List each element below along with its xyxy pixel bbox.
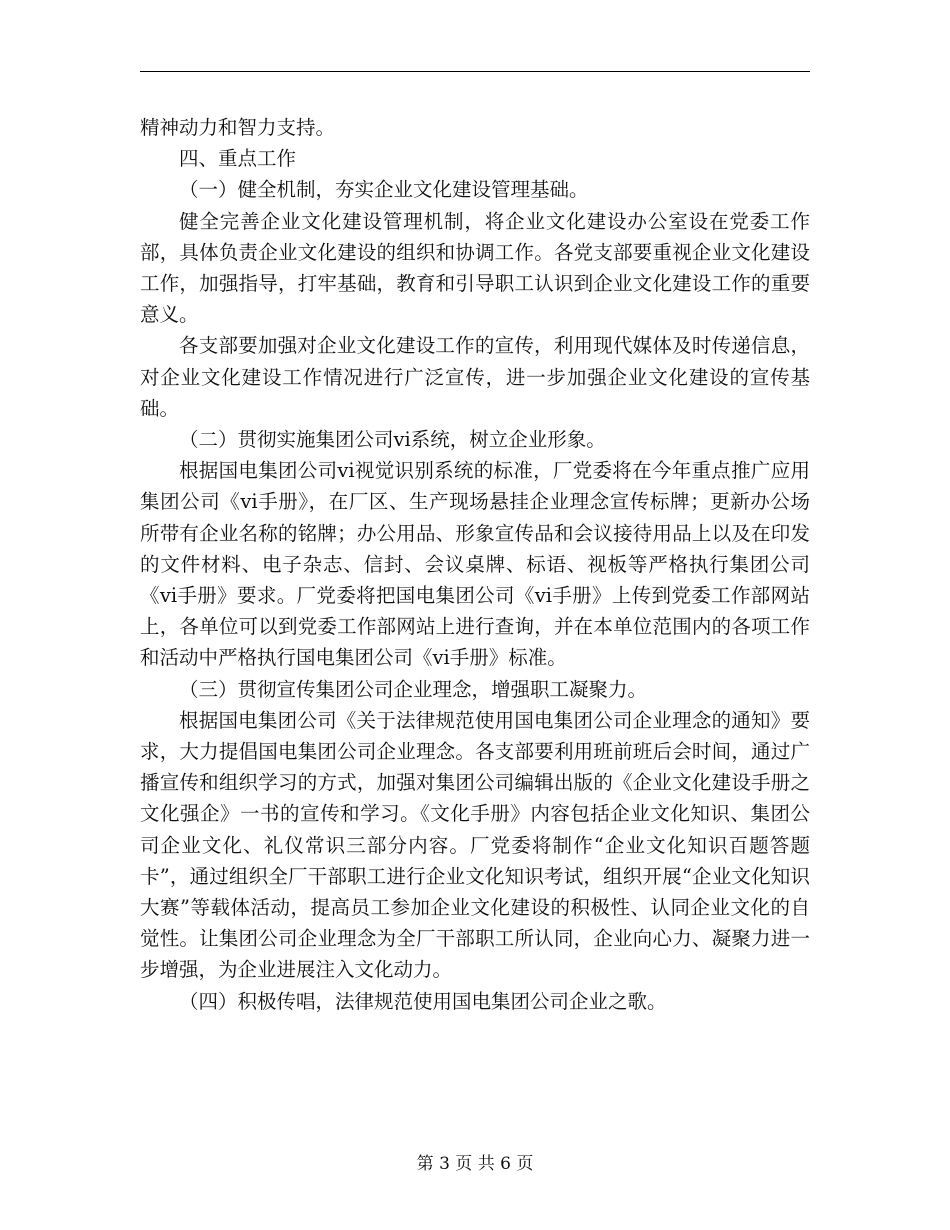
subsection-heading: （二）贯彻实施集团公司vi系统，树立企业形象。 [179, 428, 606, 452]
subsection-heading: （三）贯彻宣传集团公司企业理念，增强职工凝聚力。 [179, 677, 648, 701]
paragraph: 根据国电集团公司《关于法律规范使用国电集团公司企业理念的通知》要求，大力提倡国电集团公司企业理念。各支部要利用班前班后会时间，通过广播宣传和组织学习的方式，加强对集团公司编辑出版的《企业文化建设手册之文化强企》一书的宣传和学习。《文化手册》内容包括企业文化知识、集团公司企业文化、礼仪常识三部分内容。厂党委将制作“企业文化知识百题答题卡”，通过组织全厂干部职工进行企业文化知识考试，组织开展“企业文化知识大赛”等载体活动，提高员工参加企业文化建设的积极性、认同企业文化的自觉性。让集团公司企业理念为全厂干部职工所认同，企业向心力、凝聚力进一步增强，为企业进展注入文化动力。 [140, 708, 810, 982]
paragraph: 根据国电集团公司vi视觉识别系统的标准，厂党委将在今年重点推广应用集团公司《vi手册》，在厂区、生产现场悬挂企业理念宣传标牌；更新办公场所带有企业名称的铭牌；办公用品、形象宣传品和会议接待用品上以及在印发的文件材料、电子杂志、信封、会议桌牌、标语、视板等严格执行集团公司《vi手册》要求。厂党委将把国电集团公司《vi手册》上传到党委工作部网站上，各单位可以到党委工作部网站上进行查询，并在本单位范围内的各项工作和活动中严格执行国电集团公司《vi手册》标准。 [140, 459, 810, 670]
page-number: 第 3 页 共 6 页 [416, 1154, 534, 1174]
document-body [140, 112, 810, 1017]
header-rule [140, 71, 810, 72]
subsection-heading: （四）积极传唱，法律规范使用国电集团公司企业之歌。 [179, 989, 667, 1013]
section-heading: 四、重点工作 [179, 147, 297, 171]
paragraph: 各支部要加强对企业文化建设工作的宣传，利用现代媒体及时传递信息，对企业文化建设工作情况进行广泛宣传，进一步加强企业文化建设的宣传基础。 [140, 334, 810, 420]
paragraph: 精神动力和智力支持。 [140, 116, 336, 139]
paragraph: 健全完善企业文化建设管理机制，将企业文化建设办公室设在党委工作部，具体负责企业文化建设的组织和协调工作。各党支部要重视企业文化建设工作，加强指导，打牢基础，教育和引导职工认识到企业文化建设工作的重要意义。 [140, 209, 810, 327]
subsection-heading: （一）健全机制，夯实企业文化建设管理基础。 [179, 178, 589, 202]
